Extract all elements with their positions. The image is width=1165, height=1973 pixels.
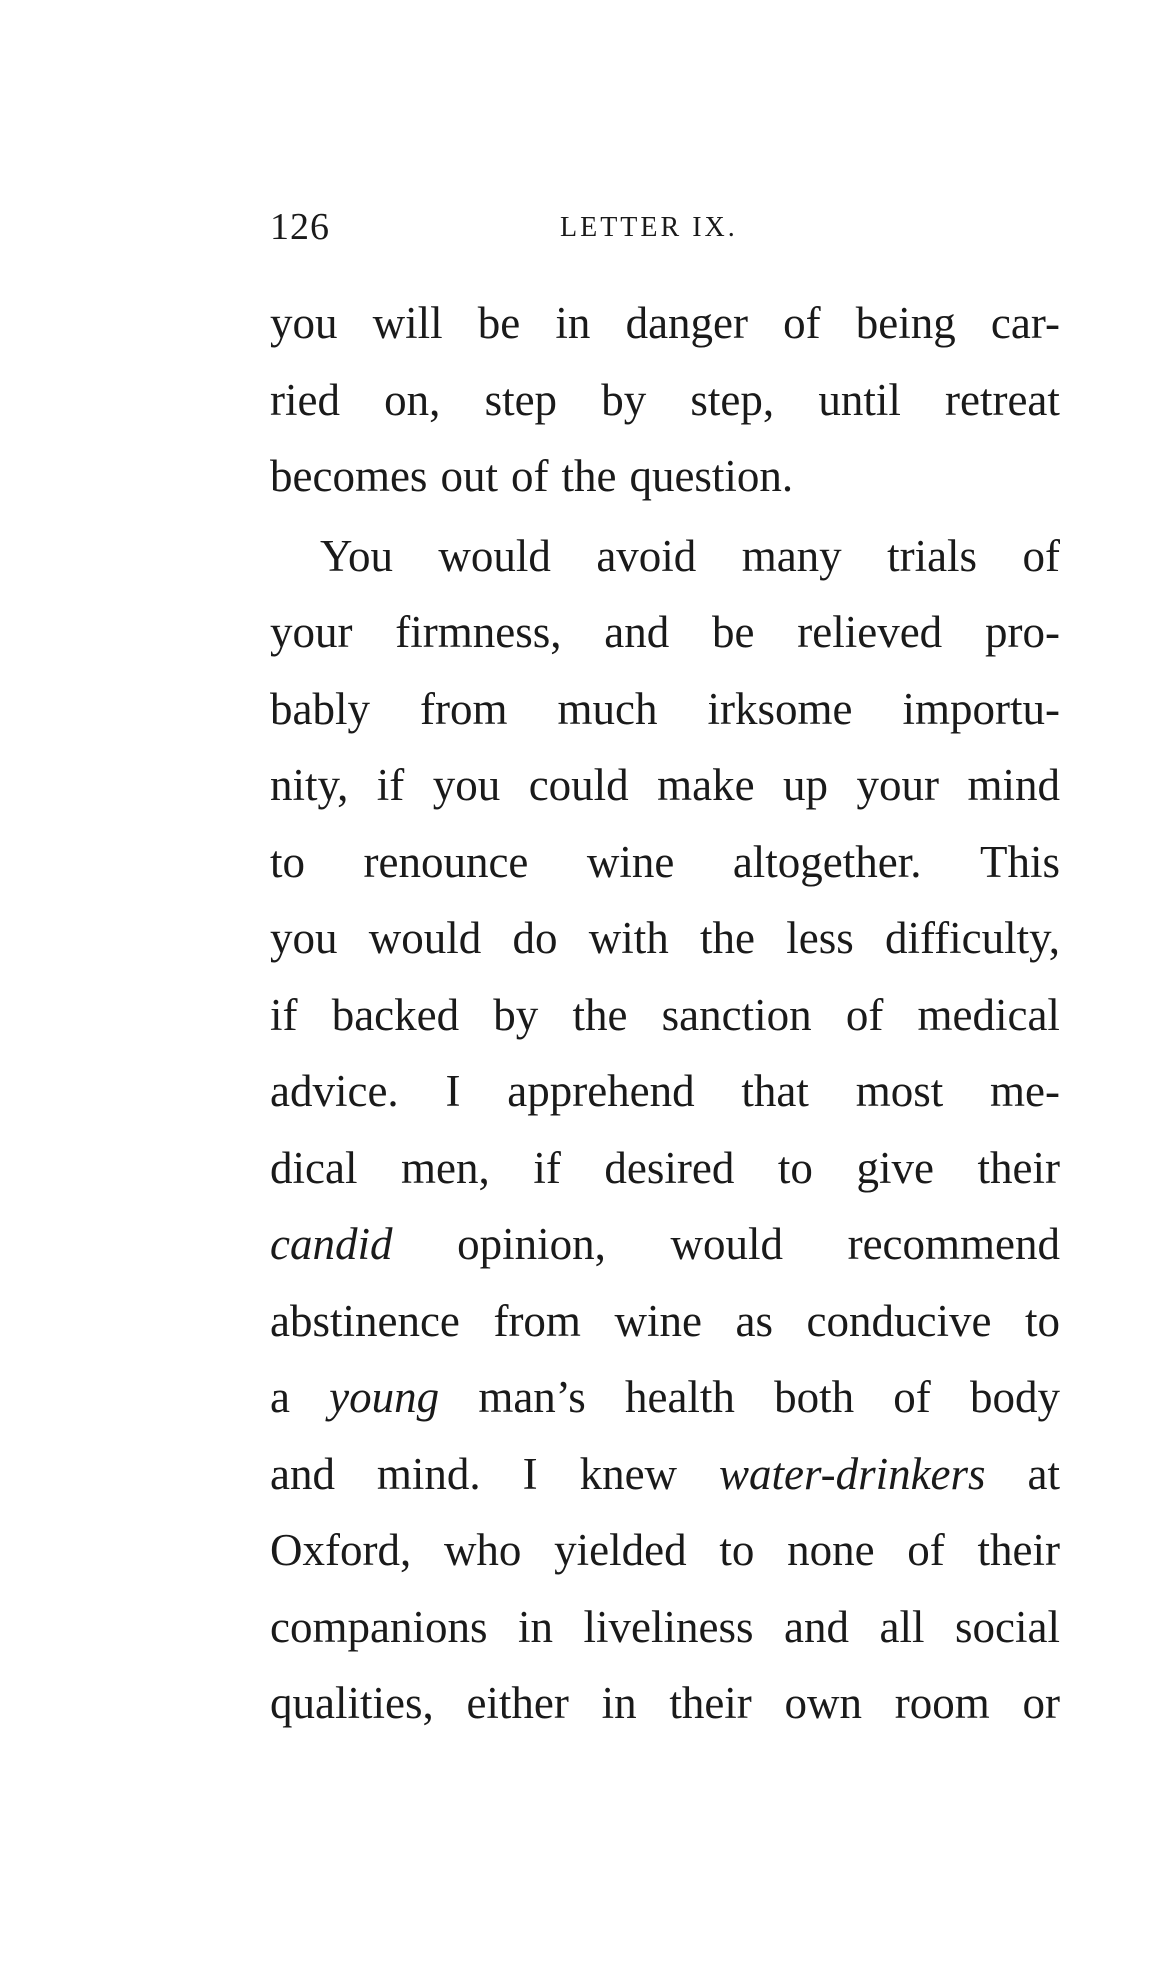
word: will [372, 298, 443, 348]
word: and [270, 1448, 335, 1499]
word: You [320, 530, 393, 581]
word: This [979, 836, 1060, 887]
word: the [572, 989, 628, 1040]
text-line [270, 1130, 1060, 1207]
word: abstinence [270, 1295, 460, 1346]
text-line [270, 362, 1060, 439]
word: up [783, 760, 829, 810]
word: could [528, 760, 629, 810]
word: much [557, 683, 658, 734]
running-title: LETTER IX. [560, 212, 738, 243]
word: give [856, 1142, 934, 1193]
word: apprehend [507, 1066, 695, 1116]
word: conducive [806, 1295, 992, 1346]
word: your [856, 760, 939, 810]
word: their [977, 1142, 1060, 1193]
word: I [522, 1448, 538, 1499]
word: with [588, 913, 669, 963]
word: dical [270, 1142, 358, 1193]
word: trials [887, 530, 978, 581]
text-line [270, 900, 1060, 977]
word: health [624, 1372, 735, 1422]
word: their [669, 1678, 752, 1728]
word: medical [917, 989, 1060, 1040]
word: by [493, 989, 539, 1040]
word: own [784, 1678, 863, 1728]
text-line [270, 1283, 1060, 1360]
word: knew [579, 1448, 678, 1499]
word: me- [990, 1066, 1060, 1116]
word: you [432, 760, 501, 810]
text-line [270, 1053, 1060, 1130]
word: your [270, 607, 353, 657]
word: irksome [707, 683, 853, 734]
word: of [893, 1372, 931, 1422]
word: man’s [478, 1372, 586, 1422]
word: the [700, 913, 755, 963]
word: importu- [902, 683, 1060, 734]
text-line [270, 1206, 1060, 1283]
word: sanction [661, 989, 812, 1040]
text-line [270, 1589, 1060, 1666]
text-line [270, 747, 1060, 824]
word: do [512, 913, 558, 963]
word: pro- [984, 607, 1060, 657]
word: would [670, 1219, 783, 1269]
word: less [786, 913, 854, 963]
text-line [270, 1665, 1060, 1742]
word: altogether. [732, 836, 922, 887]
body-text [270, 285, 1060, 1742]
word: either [466, 1678, 569, 1728]
word: would [438, 530, 551, 581]
word: desired [604, 1142, 735, 1193]
word: I [445, 1066, 461, 1116]
word: to [777, 1142, 813, 1193]
word: by [601, 374, 647, 425]
word: and [784, 1601, 849, 1652]
word: many [741, 530, 842, 581]
word: difficulty, [885, 913, 1060, 963]
word: becomes [270, 451, 428, 501]
word: yielded [554, 1525, 687, 1575]
word: Oxford, [270, 1525, 412, 1575]
word: in [601, 1678, 637, 1728]
page-number: 126 [270, 206, 330, 248]
italic-word: young [329, 1372, 440, 1422]
word: danger [625, 298, 749, 348]
word: would [368, 913, 482, 963]
text-line [270, 518, 1060, 595]
word: if [376, 760, 405, 810]
word: advice. [270, 1066, 399, 1116]
word: social [955, 1601, 1060, 1652]
running-head [270, 205, 1060, 255]
word: out [440, 451, 498, 501]
word: all [879, 1601, 925, 1652]
word: their [977, 1525, 1060, 1575]
word: opinion, [457, 1219, 606, 1269]
text-line [270, 594, 1060, 671]
text-line [270, 285, 1060, 362]
word: make [657, 760, 755, 810]
text-line [270, 977, 1060, 1054]
word: ried [270, 374, 340, 425]
word: if [270, 989, 298, 1040]
word: and [604, 607, 670, 657]
word: relieved [797, 607, 943, 657]
italic-word: water-drinkers [718, 1448, 986, 1499]
word: recommend [847, 1219, 1060, 1269]
word: companions [270, 1601, 488, 1652]
word: that [741, 1066, 809, 1116]
word: of [1022, 530, 1060, 581]
word: the [561, 451, 617, 501]
word: be [712, 607, 755, 657]
word: renounce [363, 836, 529, 887]
word: be [477, 298, 521, 348]
word: of [907, 1525, 945, 1575]
word: until [818, 374, 901, 425]
italic-word: candid [270, 1219, 393, 1269]
word: step, [690, 374, 775, 425]
word: of [510, 451, 549, 501]
word: of [783, 298, 821, 348]
word: room [894, 1678, 990, 1728]
word: qualities, [270, 1678, 434, 1728]
word: car- [990, 298, 1060, 348]
text-line [270, 1512, 1060, 1589]
word: you [270, 298, 338, 348]
word: you [270, 913, 338, 963]
word: of [845, 989, 884, 1040]
word: question. [629, 451, 794, 501]
word: being [855, 298, 956, 348]
word: as [735, 1295, 773, 1346]
word: mind [967, 760, 1060, 810]
word: to [1024, 1295, 1060, 1346]
word: avoid [596, 530, 697, 581]
text-line [270, 824, 1060, 901]
word: on, [384, 374, 441, 425]
word: from [493, 1295, 581, 1346]
word: or [1022, 1678, 1060, 1728]
text-line [270, 438, 1060, 515]
text-line [270, 671, 1060, 748]
word: wine [586, 836, 675, 887]
word: from [420, 683, 508, 734]
word: none [787, 1525, 875, 1575]
word: most [855, 1066, 944, 1116]
word: bably [270, 683, 370, 734]
word: who [443, 1525, 522, 1575]
word: firmness, [395, 607, 562, 657]
word: in [517, 1601, 553, 1652]
word: retreat [945, 374, 1060, 425]
word: nity, [270, 760, 349, 810]
word: backed [331, 989, 460, 1040]
word: at [1027, 1448, 1060, 1499]
word: both [774, 1372, 855, 1422]
word: body [969, 1372, 1060, 1422]
word: step [484, 374, 558, 425]
word: in [555, 298, 591, 348]
word: if [533, 1142, 561, 1193]
word: to [719, 1525, 755, 1575]
word: to [270, 836, 306, 887]
word: a [270, 1372, 290, 1422]
text-line [270, 1359, 1060, 1436]
text-line [270, 1436, 1060, 1513]
word: liveliness [583, 1601, 754, 1652]
word: men, [401, 1142, 490, 1193]
word: mind. [376, 1448, 481, 1499]
word: wine [614, 1295, 702, 1346]
